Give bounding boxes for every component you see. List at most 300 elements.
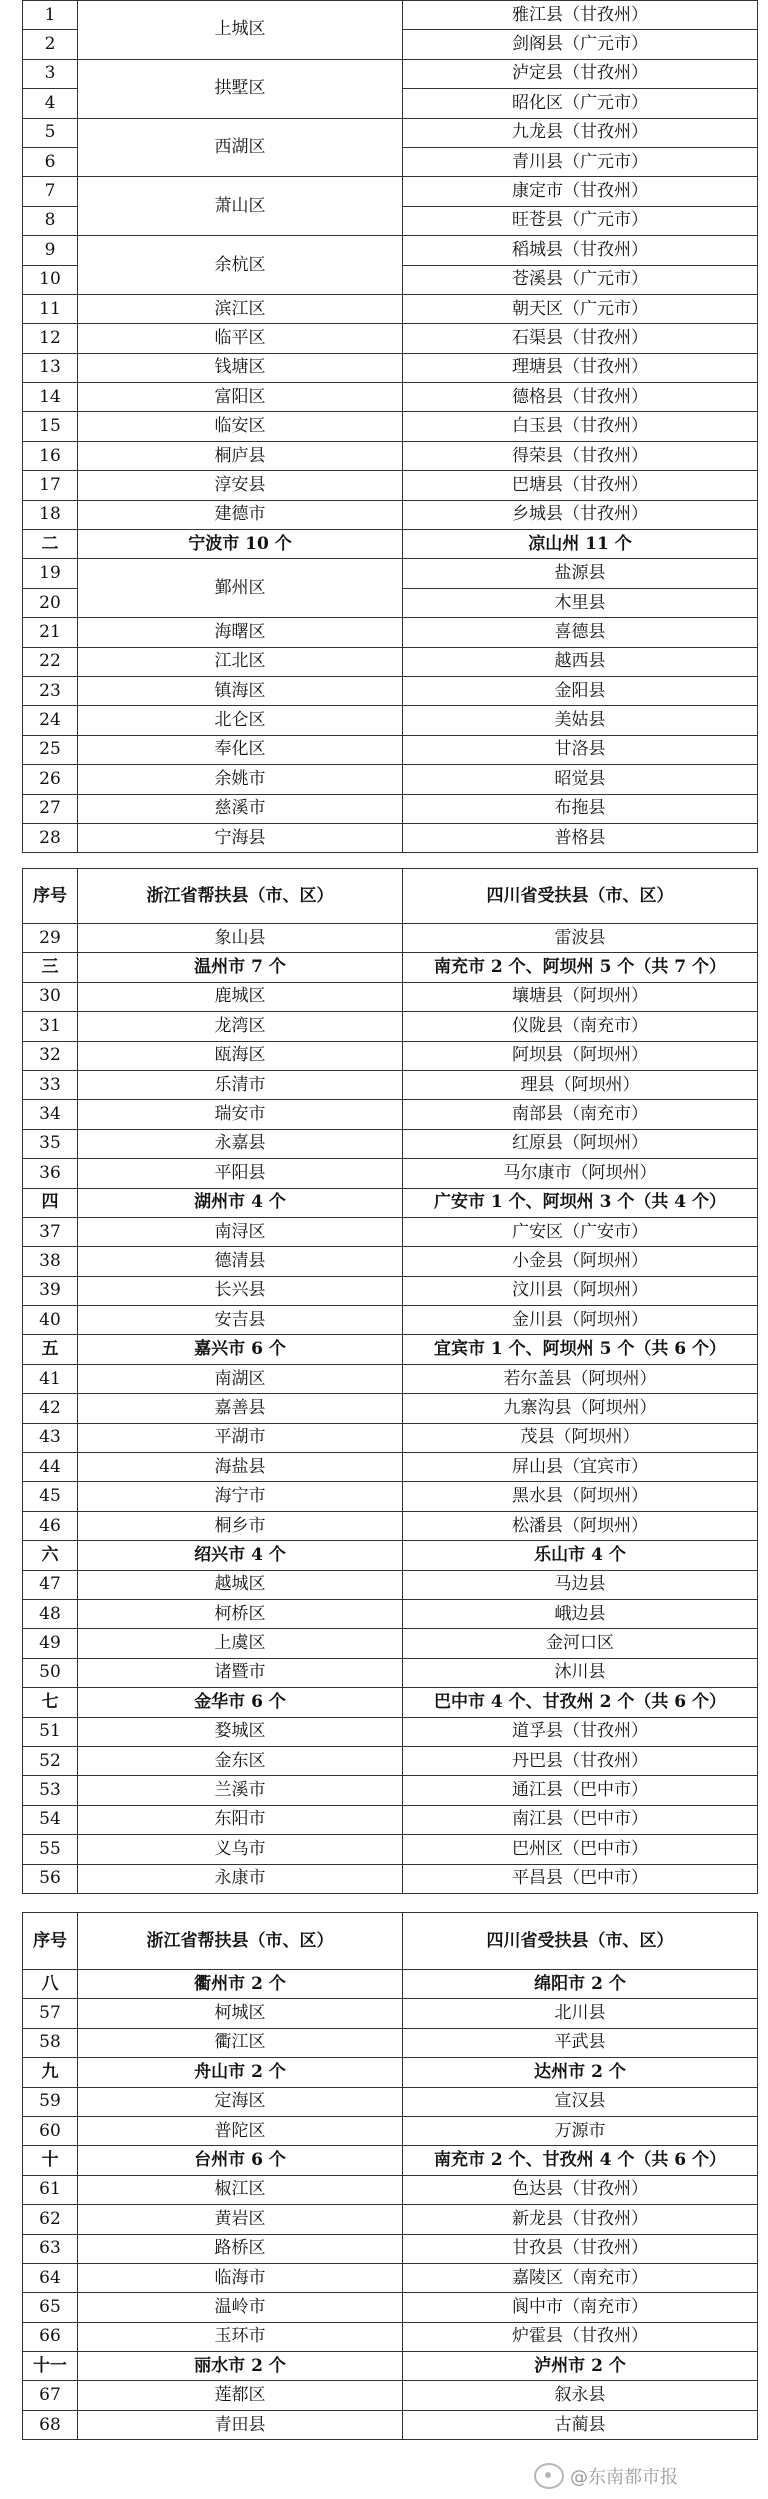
sichuan-county-cell: 稻城县（甘孜州） — [403, 236, 758, 265]
table-row — [23, 735, 758, 764]
sichuan-county-cell: 绵阳市 2 个 — [403, 1970, 758, 1999]
zhejiang-county-cell: 定海区 — [78, 2087, 403, 2116]
table-row — [23, 1511, 758, 1540]
sichuan-county-cell: 雅江县（甘孜州） — [403, 1, 758, 30]
sichuan-county-cell: 炉霍县（甘孜州） — [403, 2322, 758, 2351]
sichuan-county-cell: 古蔺县 — [403, 2410, 758, 2439]
table-row — [23, 1835, 758, 1864]
seq-cell: 5 — [23, 118, 78, 147]
zhejiang-county-cell: 镇海区 — [78, 676, 403, 705]
group-row — [23, 953, 758, 982]
table-row — [23, 1629, 758, 1658]
seq-cell: 12 — [23, 324, 78, 353]
sichuan-county-cell: 若尔盖县（阿坝州） — [403, 1364, 758, 1393]
table-row — [23, 765, 758, 794]
sichuan-county-cell: 朝天区（广元市） — [403, 294, 758, 323]
seq-cell: 4 — [23, 89, 78, 118]
table-row — [23, 1012, 758, 1041]
sichuan-county-cell: 南江县（巴中市） — [403, 1805, 758, 1834]
zhejiang-county-cell: 义乌市 — [78, 1835, 403, 1864]
header-sichuan: 四川省受扶县（市、区） — [403, 869, 758, 924]
seq-cell: 54 — [23, 1805, 78, 1834]
table-row — [23, 1717, 758, 1746]
group-row — [23, 1970, 758, 1999]
sichuan-county-cell: 昭觉县 — [403, 765, 758, 794]
zhejiang-county-cell: 青田县 — [78, 2410, 403, 2439]
seq-cell: 57 — [23, 1999, 78, 2028]
sichuan-county-cell: 汶川县（阿坝州） — [403, 1276, 758, 1305]
zhejiang-county-cell: 拱墅区 — [78, 59, 403, 118]
seq-cell: 43 — [23, 1423, 78, 1452]
sichuan-county-cell: 通江县（巴中市） — [403, 1776, 758, 1805]
zhejiang-county-cell: 象山县 — [78, 924, 403, 953]
table-row — [23, 706, 758, 735]
zhejiang-county-cell: 婺城区 — [78, 1717, 403, 1746]
header-seq: 序号 — [23, 1913, 78, 1970]
table-row — [23, 2116, 758, 2145]
sichuan-county-cell: 康定市（甘孜州） — [403, 177, 758, 206]
table-row — [23, 1247, 758, 1276]
seq-cell: 26 — [23, 765, 78, 794]
sichuan-county-cell: 金阳县 — [403, 676, 758, 705]
zhejiang-county-cell: 海盐县 — [78, 1453, 403, 1482]
zhejiang-county-cell: 金东区 — [78, 1746, 403, 1775]
seq-cell: 35 — [23, 1129, 78, 1158]
seq-cell: 16 — [23, 441, 78, 470]
seq-cell: 51 — [23, 1717, 78, 1746]
zhejiang-county-cell: 湖州市 4 个 — [78, 1188, 403, 1217]
zhejiang-county-cell: 江北区 — [78, 647, 403, 676]
sichuan-county-cell: 广安市 1 个、阿坝州 3 个（共 4 个） — [403, 1188, 758, 1217]
group-row — [23, 1688, 758, 1717]
zhejiang-county-cell: 丽水市 2 个 — [78, 2352, 403, 2381]
seq-cell: 六 — [23, 1541, 78, 1570]
sichuan-county-cell: 嘉陵区（南充市） — [403, 2263, 758, 2292]
seq-cell: 十一 — [23, 2352, 78, 2381]
seq-cell: 40 — [23, 1306, 78, 1335]
sichuan-county-cell: 叙永县 — [403, 2381, 758, 2410]
table-row — [23, 1776, 758, 1805]
zhejiang-county-cell: 瓯海区 — [78, 1041, 403, 1070]
sichuan-county-cell: 阆中市（南充市） — [403, 2293, 758, 2322]
sichuan-county-cell: 道孚县（甘孜州） — [403, 1717, 758, 1746]
seq-cell: 十 — [23, 2146, 78, 2175]
seq-cell: 14 — [23, 383, 78, 412]
seq-cell: 11 — [23, 294, 78, 323]
zhejiang-county-cell: 路桥区 — [78, 2234, 403, 2263]
seq-cell: 53 — [23, 1776, 78, 1805]
header-zhejiang: 浙江省帮扶县（市、区） — [78, 869, 403, 924]
table-row — [23, 924, 758, 953]
table-header-row — [23, 869, 758, 924]
seq-cell: 67 — [23, 2381, 78, 2410]
table-row — [23, 1070, 758, 1099]
zhejiang-county-cell: 温州市 7 个 — [78, 953, 403, 982]
sichuan-county-cell: 广安区（广安市） — [403, 1217, 758, 1246]
zhejiang-county-cell: 桐乡市 — [78, 1511, 403, 1540]
sichuan-county-cell: 屏山县（宜宾市） — [403, 1453, 758, 1482]
seq-cell: 九 — [23, 2058, 78, 2087]
zhejiang-county-cell: 平阳县 — [78, 1159, 403, 1188]
seq-cell: 32 — [23, 1041, 78, 1070]
seq-cell: 52 — [23, 1746, 78, 1775]
zhejiang-county-cell: 衢州市 2 个 — [78, 1970, 403, 1999]
seq-cell: 22 — [23, 647, 78, 676]
header-seq: 序号 — [23, 869, 78, 924]
zhejiang-county-cell: 德清县 — [78, 1247, 403, 1276]
sichuan-county-cell: 布拖县 — [403, 794, 758, 823]
zhejiang-county-cell: 余杭区 — [78, 236, 403, 295]
sichuan-county-cell: 九寨沟县（阿坝州） — [403, 1394, 758, 1423]
seq-cell: 58 — [23, 2028, 78, 2057]
zhejiang-county-cell: 乐清市 — [78, 1070, 403, 1099]
zhejiang-county-cell: 慈溪市 — [78, 794, 403, 823]
zhejiang-county-cell: 衢江区 — [78, 2028, 403, 2057]
zhejiang-county-cell: 温岭市 — [78, 2293, 403, 2322]
table-row — [23, 2205, 758, 2234]
zhejiang-county-cell: 莲都区 — [78, 2381, 403, 2410]
seq-cell: 八 — [23, 1970, 78, 1999]
seq-cell: 64 — [23, 2263, 78, 2292]
zhejiang-county-cell: 桐庐县 — [78, 441, 403, 470]
seq-cell: 68 — [23, 2410, 78, 2439]
table-row — [23, 982, 758, 1011]
zhejiang-county-cell: 东阳市 — [78, 1805, 403, 1834]
sichuan-county-cell: 金川县（阿坝州） — [403, 1306, 758, 1335]
zhejiang-county-cell: 宁波市 10 个 — [78, 530, 403, 559]
seq-cell: 59 — [23, 2087, 78, 2116]
sichuan-county-cell: 九龙县（甘孜州） — [403, 118, 758, 147]
sichuan-county-cell: 木里县 — [403, 588, 758, 617]
sichuan-county-cell: 红原县（阿坝州） — [403, 1129, 758, 1158]
sichuan-county-cell: 松潘县（阿坝州） — [403, 1511, 758, 1540]
seq-cell: 25 — [23, 735, 78, 764]
weibo-logo-icon — [534, 2463, 564, 2489]
table-row — [23, 294, 758, 323]
zhejiang-county-cell: 龙湾区 — [78, 1012, 403, 1041]
sichuan-county-cell: 白玉县（甘孜州） — [403, 412, 758, 441]
table-row — [23, 1746, 758, 1775]
table-row — [23, 2263, 758, 2292]
seq-cell: 7 — [23, 177, 78, 206]
table-row — [23, 2410, 758, 2439]
seq-cell: 33 — [23, 1070, 78, 1099]
seq-cell: 13 — [23, 353, 78, 382]
seq-cell: 15 — [23, 412, 78, 441]
sichuan-county-cell: 巴中市 4 个、甘孜州 2 个（共 6 个） — [403, 1688, 758, 1717]
zhejiang-county-cell: 金华市 6 个 — [78, 1688, 403, 1717]
sichuan-county-cell: 泸州市 2 个 — [403, 2352, 758, 2381]
sichuan-county-cell: 壤塘县（阿坝州） — [403, 982, 758, 1011]
sichuan-county-cell: 峨边县 — [403, 1599, 758, 1628]
seq-cell: 62 — [23, 2205, 78, 2234]
table-header-row — [23, 1913, 758, 1970]
seq-cell: 34 — [23, 1100, 78, 1129]
table-row — [23, 1805, 758, 1834]
seq-cell: 47 — [23, 1570, 78, 1599]
seq-cell: 七 — [23, 1688, 78, 1717]
seq-cell: 二 — [23, 530, 78, 559]
table-row — [23, 1394, 758, 1423]
table-row — [23, 1658, 758, 1687]
seq-cell: 31 — [23, 1012, 78, 1041]
table-row — [23, 118, 758, 147]
sichuan-county-cell: 巴塘县（甘孜州） — [403, 471, 758, 500]
table-row — [23, 1159, 758, 1188]
sichuan-county-cell: 南充市 2 个、阿坝州 5 个（共 7 个） — [403, 953, 758, 982]
sichuan-county-cell: 达州市 2 个 — [403, 2058, 758, 2087]
seq-cell: 44 — [23, 1453, 78, 1482]
sichuan-county-cell: 石渠县（甘孜州） — [403, 324, 758, 353]
table-row — [23, 1482, 758, 1511]
zhejiang-county-cell: 宁海县 — [78, 823, 403, 852]
seq-cell: 19 — [23, 559, 78, 588]
sichuan-county-cell: 喜德县 — [403, 618, 758, 647]
zhejiang-county-cell: 嘉兴市 6 个 — [78, 1335, 403, 1364]
table-row — [23, 1453, 758, 1482]
seq-cell: 8 — [23, 206, 78, 235]
zhejiang-county-cell: 上虞区 — [78, 1629, 403, 1658]
seq-cell: 3 — [23, 59, 78, 88]
zhejiang-county-cell: 舟山市 2 个 — [78, 2058, 403, 2087]
zhejiang-county-cell: 西湖区 — [78, 118, 403, 177]
seq-cell: 三 — [23, 953, 78, 982]
seq-cell: 49 — [23, 1629, 78, 1658]
seq-cell: 17 — [23, 471, 78, 500]
seq-cell: 42 — [23, 1394, 78, 1423]
zhejiang-county-cell: 长兴县 — [78, 1276, 403, 1305]
seq-cell: 21 — [23, 618, 78, 647]
sichuan-county-cell: 平武县 — [403, 2028, 758, 2057]
sichuan-county-cell: 越西县 — [403, 647, 758, 676]
zhejiang-county-cell: 鹿城区 — [78, 982, 403, 1011]
watermark — [534, 2463, 678, 2489]
group-row — [23, 2146, 758, 2175]
zhejiang-county-cell: 黄岩区 — [78, 2205, 403, 2234]
sichuan-county-cell: 马边县 — [403, 1570, 758, 1599]
zhejiang-county-cell: 余姚市 — [78, 765, 403, 794]
table-row — [23, 1217, 758, 1246]
zhejiang-county-cell: 玉环市 — [78, 2322, 403, 2351]
watermark-text: @东南都市报 — [570, 2467, 678, 2488]
seq-cell: 五 — [23, 1335, 78, 1364]
sichuan-county-cell: 茂县（阿坝州） — [403, 1423, 758, 1452]
zhejiang-county-cell: 诸暨市 — [78, 1658, 403, 1687]
seq-cell: 28 — [23, 823, 78, 852]
zhejiang-county-cell: 南湖区 — [78, 1364, 403, 1393]
table-row — [23, 2087, 758, 2116]
zhejiang-county-cell: 奉化区 — [78, 735, 403, 764]
table-row — [23, 441, 758, 470]
seq-cell: 56 — [23, 1864, 78, 1893]
zhejiang-county-cell: 临海市 — [78, 2263, 403, 2292]
group-row — [23, 1541, 758, 1570]
sichuan-county-cell: 德格县（甘孜州） — [403, 383, 758, 412]
sichuan-county-cell: 小金县（阿坝州） — [403, 1247, 758, 1276]
zhejiang-county-cell: 柯桥区 — [78, 1599, 403, 1628]
sichuan-county-cell: 剑阁县（广元市） — [403, 30, 758, 59]
sichuan-county-cell: 苍溪县（广元市） — [403, 265, 758, 294]
sichuan-county-cell: 南部县（南充市） — [403, 1100, 758, 1129]
zhejiang-county-cell: 绍兴市 4 个 — [78, 1541, 403, 1570]
sichuan-county-cell: 仪陇县（南充市） — [403, 1012, 758, 1041]
sichuan-county-cell: 新龙县（甘孜州） — [403, 2205, 758, 2234]
zhejiang-county-cell: 滨江区 — [78, 294, 403, 323]
seq-cell: 48 — [23, 1599, 78, 1628]
seq-cell: 18 — [23, 500, 78, 529]
seq-cell: 24 — [23, 706, 78, 735]
zhejiang-county-cell: 安吉县 — [78, 1306, 403, 1335]
table-row — [23, 383, 758, 412]
seq-cell: 63 — [23, 2234, 78, 2263]
seq-cell: 66 — [23, 2322, 78, 2351]
sichuan-county-cell: 美姑县 — [403, 706, 758, 735]
table-row — [23, 324, 758, 353]
sichuan-county-cell: 马尔康市（阿坝州） — [403, 1159, 758, 1188]
zhejiang-county-cell: 上城区 — [78, 1, 403, 60]
table-row — [23, 2381, 758, 2410]
sichuan-county-cell: 金河口区 — [403, 1629, 758, 1658]
seq-cell: 46 — [23, 1511, 78, 1540]
sichuan-county-cell: 宣汉县 — [403, 2087, 758, 2116]
zhejiang-county-cell: 鄞州区 — [78, 559, 403, 618]
table-row — [23, 236, 758, 265]
zhejiang-county-cell: 兰溪市 — [78, 1776, 403, 1805]
sichuan-county-cell: 万源市 — [403, 2116, 758, 2145]
sichuan-county-cell: 理县（阿坝州） — [403, 1070, 758, 1099]
seq-cell: 2 — [23, 30, 78, 59]
sichuan-county-cell: 乡城县（甘孜州） — [403, 500, 758, 529]
sichuan-county-cell: 得荣县（甘孜州） — [403, 441, 758, 470]
seq-cell: 27 — [23, 794, 78, 823]
sichuan-county-cell: 南充市 2 个、甘孜州 4 个（共 6 个） — [403, 2146, 758, 2175]
assistance-table-part-1 — [22, 0, 758, 853]
table-row — [23, 1129, 758, 1158]
seq-cell: 1 — [23, 1, 78, 30]
table-row — [23, 2028, 758, 2057]
group-row — [23, 2352, 758, 2381]
zhejiang-county-cell: 建德市 — [78, 500, 403, 529]
sichuan-county-cell: 甘洛县 — [403, 735, 758, 764]
table-row — [23, 177, 758, 206]
zhejiang-county-cell: 临平区 — [78, 324, 403, 353]
seq-cell: 65 — [23, 2293, 78, 2322]
seq-cell: 41 — [23, 1364, 78, 1393]
seq-cell: 20 — [23, 588, 78, 617]
zhejiang-county-cell: 海宁市 — [78, 1482, 403, 1511]
sichuan-county-cell: 旺苍县（广元市） — [403, 206, 758, 235]
seq-cell: 39 — [23, 1276, 78, 1305]
sichuan-county-cell: 普格县 — [403, 823, 758, 852]
zhejiang-county-cell: 瑞安市 — [78, 1100, 403, 1129]
table-row — [23, 1864, 758, 1893]
sichuan-county-cell: 乐山市 4 个 — [403, 1541, 758, 1570]
zhejiang-county-cell: 平湖市 — [78, 1423, 403, 1452]
table-row — [23, 1364, 758, 1393]
table-row — [23, 471, 758, 500]
table-row — [23, 59, 758, 88]
zhejiang-county-cell: 海曙区 — [78, 618, 403, 647]
zhejiang-county-cell: 淳安县 — [78, 471, 403, 500]
sichuan-county-cell: 色达县（甘孜州） — [403, 2175, 758, 2204]
sichuan-county-cell: 丹巴县（甘孜州） — [403, 1746, 758, 1775]
sichuan-county-cell: 凉山州 11 个 — [403, 530, 758, 559]
assistance-table-part-2 — [22, 868, 758, 1894]
table-row — [23, 1423, 758, 1452]
table-row — [23, 676, 758, 705]
seq-cell: 四 — [23, 1188, 78, 1217]
group-row — [23, 2058, 758, 2087]
table-row — [23, 353, 758, 382]
table-row — [23, 647, 758, 676]
zhejiang-county-cell: 富阳区 — [78, 383, 403, 412]
table-row — [23, 2293, 758, 2322]
zhejiang-county-cell: 嘉善县 — [78, 1394, 403, 1423]
zhejiang-county-cell: 萧山区 — [78, 177, 403, 236]
seq-cell: 29 — [23, 924, 78, 953]
sichuan-county-cell: 泸定县（甘孜州） — [403, 59, 758, 88]
group-row — [23, 1335, 758, 1364]
table-row — [23, 412, 758, 441]
table-row — [23, 1570, 758, 1599]
seq-cell: 60 — [23, 2116, 78, 2145]
table-row — [23, 500, 758, 529]
table-row — [23, 1306, 758, 1335]
zhejiang-county-cell: 永嘉县 — [78, 1129, 403, 1158]
sichuan-county-cell: 巴州区（巴中市） — [403, 1835, 758, 1864]
sichuan-county-cell: 宜宾市 1 个、阿坝州 5 个（共 6 个） — [403, 1335, 758, 1364]
zhejiang-county-cell: 永康市 — [78, 1864, 403, 1893]
seq-cell: 38 — [23, 1247, 78, 1276]
seq-cell: 6 — [23, 147, 78, 176]
table-row — [23, 2175, 758, 2204]
sichuan-county-cell: 盐源县 — [403, 559, 758, 588]
zhejiang-county-cell: 临安区 — [78, 412, 403, 441]
zhejiang-county-cell: 北仑区 — [78, 706, 403, 735]
table-row — [23, 823, 758, 852]
seq-cell: 45 — [23, 1482, 78, 1511]
table-row — [23, 559, 758, 588]
table-row — [23, 1, 758, 30]
sichuan-county-cell: 黑水县（阿坝州） — [403, 1482, 758, 1511]
sichuan-county-cell: 北川县 — [403, 1999, 758, 2028]
sichuan-county-cell: 甘孜县（甘孜州） — [403, 2234, 758, 2263]
sichuan-county-cell: 平昌县（巴中市） — [403, 1864, 758, 1893]
table-row — [23, 1100, 758, 1129]
table-row — [23, 2322, 758, 2351]
table-row — [23, 1599, 758, 1628]
zhejiang-county-cell: 钱塘区 — [78, 353, 403, 382]
sichuan-county-cell: 青川县（广元市） — [403, 147, 758, 176]
zhejiang-county-cell: 越城区 — [78, 1570, 403, 1599]
table-row — [23, 1041, 758, 1070]
seq-cell: 55 — [23, 1835, 78, 1864]
sichuan-county-cell: 理塘县（甘孜州） — [403, 353, 758, 382]
table-row — [23, 1999, 758, 2028]
seq-cell: 50 — [23, 1658, 78, 1687]
table-row — [23, 2234, 758, 2263]
seq-cell: 37 — [23, 1217, 78, 1246]
seq-cell: 10 — [23, 265, 78, 294]
table-row — [23, 1276, 758, 1305]
zhejiang-county-cell: 台州市 6 个 — [78, 2146, 403, 2175]
sichuan-county-cell: 阿坝县（阿坝州） — [403, 1041, 758, 1070]
seq-cell: 9 — [23, 236, 78, 265]
seq-cell: 30 — [23, 982, 78, 1011]
assistance-table-part-3 — [22, 1912, 758, 2440]
zhejiang-county-cell: 普陀区 — [78, 2116, 403, 2145]
header-sichuan: 四川省受扶县（市、区） — [403, 1913, 758, 1970]
